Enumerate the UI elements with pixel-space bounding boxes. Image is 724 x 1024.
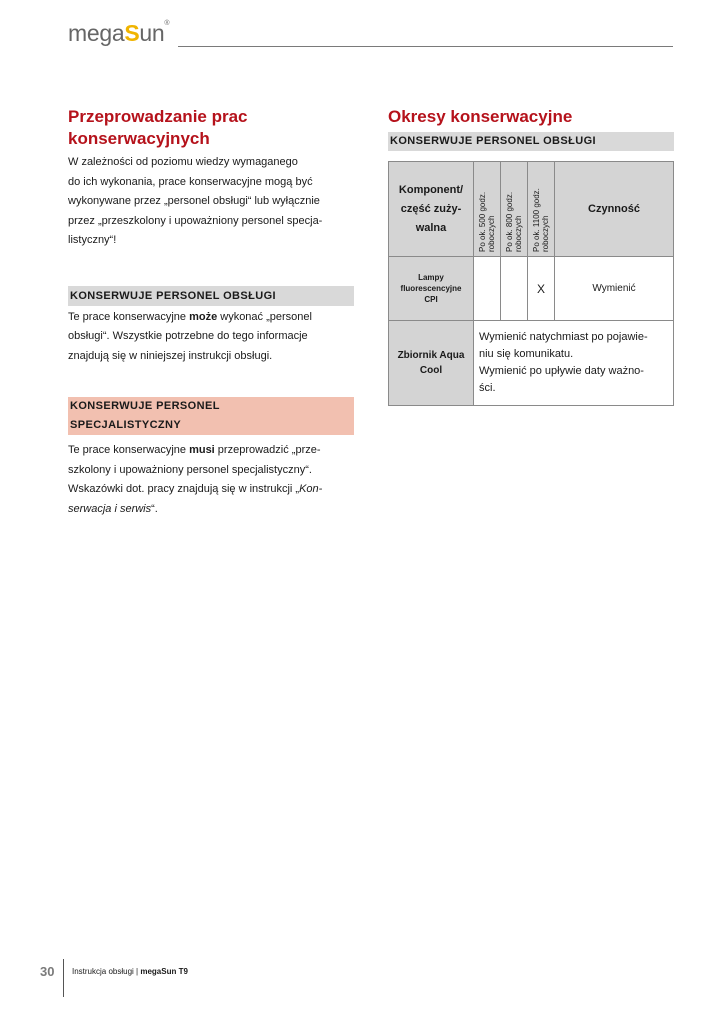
component-cell — [389, 321, 474, 406]
heading-line: SPECJALISTYCZNY — [70, 419, 182, 431]
header-text: część zuży- — [400, 202, 462, 215]
title-line-2: konserwacyjnych — [68, 129, 210, 148]
intro-paragraph — [68, 153, 354, 251]
text-fragment: wykonać „personel — [217, 310, 312, 323]
section-title-maintenance — [68, 106, 354, 150]
table-header-row — [389, 162, 674, 257]
header-text: Po ok. 1100 godz. — [532, 188, 541, 252]
cell-text: Wymienić natychmiast po pojawie- — [479, 331, 648, 343]
interval-800h-cell — [501, 257, 528, 321]
logo-text-s: S — [124, 20, 140, 46]
operator-staff-paragraph — [68, 308, 354, 367]
table-row — [389, 321, 674, 406]
cell-text: Zbiornik Aqua — [397, 350, 465, 361]
footer-divider — [63, 959, 64, 997]
text-fragment: Wskazówki dot. pracy znajdują się w instrukcji „ — [68, 483, 300, 495]
text-line: szkolony i upoważniony personel specjalistyczny“. — [68, 463, 312, 476]
table-row — [389, 257, 674, 321]
header-800h — [501, 162, 528, 257]
text-line: obsługi“. Wszystkie potrzebne do tego informacje — [68, 330, 308, 342]
text-line: znajdują się w niniejszej instrukcji obsługi. — [68, 349, 273, 362]
header-action: Czynność — [555, 162, 674, 257]
heading-line: KONSERWUJE PERSONEL — [70, 400, 220, 412]
emphasis-may: może — [189, 310, 218, 323]
page-number: 30 — [40, 964, 55, 979]
specialist-staff-paragraph — [68, 441, 354, 519]
cell-text: CPI — [424, 295, 438, 304]
cell-text: Cool — [419, 365, 443, 376]
logo-registered-mark: ® — [164, 20, 170, 27]
emphasis-must: musi — [189, 444, 215, 456]
footer-text-fragment: Instrukcja obsługi | — [72, 967, 141, 976]
cell-text: Lampy — [418, 273, 444, 282]
operator-staff-heading: KONSERWUJE PERSONEL OBSŁUGI — [68, 286, 354, 306]
action-cell-merged — [474, 321, 674, 406]
intro-line: do ich wykonania, prace konserwacyjne mogą być — [68, 175, 313, 188]
header-component — [389, 162, 474, 257]
intro-line: W zależności od poziomu wiedzy wymaganego — [68, 156, 298, 168]
cell-text: ści. — [479, 382, 496, 394]
logo-text-mega: mega — [68, 20, 125, 46]
interval-500h-cell — [474, 257, 501, 321]
cell-text: Wymienić po upływie daty ważno- — [479, 365, 644, 377]
section-title-intervals: Okresy konserwacyjne — [388, 107, 573, 126]
intervals-operator-heading: KONSERWUJE PERSONEL OBSŁUGI — [388, 132, 674, 151]
text-fragment: przeprowadzić „prze- — [214, 444, 321, 456]
maintenance-intervals-table — [388, 161, 674, 406]
intro-line: listyczny“! — [68, 234, 117, 246]
interval-1100h-cell: X — [528, 257, 555, 321]
specialist-staff-heading — [68, 397, 354, 435]
logo-text-un: un — [139, 20, 165, 46]
header-text: Po ok. 800 godz. — [505, 191, 514, 252]
header-divider — [178, 46, 673, 47]
header-500h — [474, 162, 501, 257]
title-line-1: Przeprowadzanie prac — [68, 107, 248, 126]
footer-product-name: megaSun T9 — [140, 967, 188, 976]
header-text: roboczych — [541, 215, 550, 252]
cell-text: niu się komunikatu. — [479, 348, 574, 360]
text-fragment: Te prace konserwacyjne — [68, 444, 190, 456]
intro-line: przez „przeszkolony i upoważniony personel specja- — [68, 214, 323, 227]
header-1100h — [528, 162, 555, 257]
right-column — [388, 106, 674, 151]
text-fragment: Te prace konserwacyjne — [68, 310, 190, 323]
footer-doc-title — [72, 967, 188, 976]
manual-title-italic: Kon- — [299, 483, 323, 495]
left-column — [68, 106, 354, 519]
header-text: roboczych — [487, 215, 496, 252]
action-cell: Wymienić — [555, 257, 674, 321]
text-fragment: “. — [151, 502, 158, 515]
header-text: roboczych — [514, 215, 523, 252]
intro-line: wykonywane przez „personel obsługi“ lub wyłącznie — [68, 195, 320, 207]
header-text: Komponent/ — [398, 183, 464, 196]
header-text: walna — [415, 221, 447, 234]
megasun-logo — [68, 20, 169, 47]
cell-text: fluorescencyjne — [400, 284, 462, 293]
component-cell — [389, 257, 474, 321]
manual-title-italic: serwacja i serwis — [68, 502, 152, 515]
header-text: Po ok. 500 godz. — [478, 191, 487, 252]
